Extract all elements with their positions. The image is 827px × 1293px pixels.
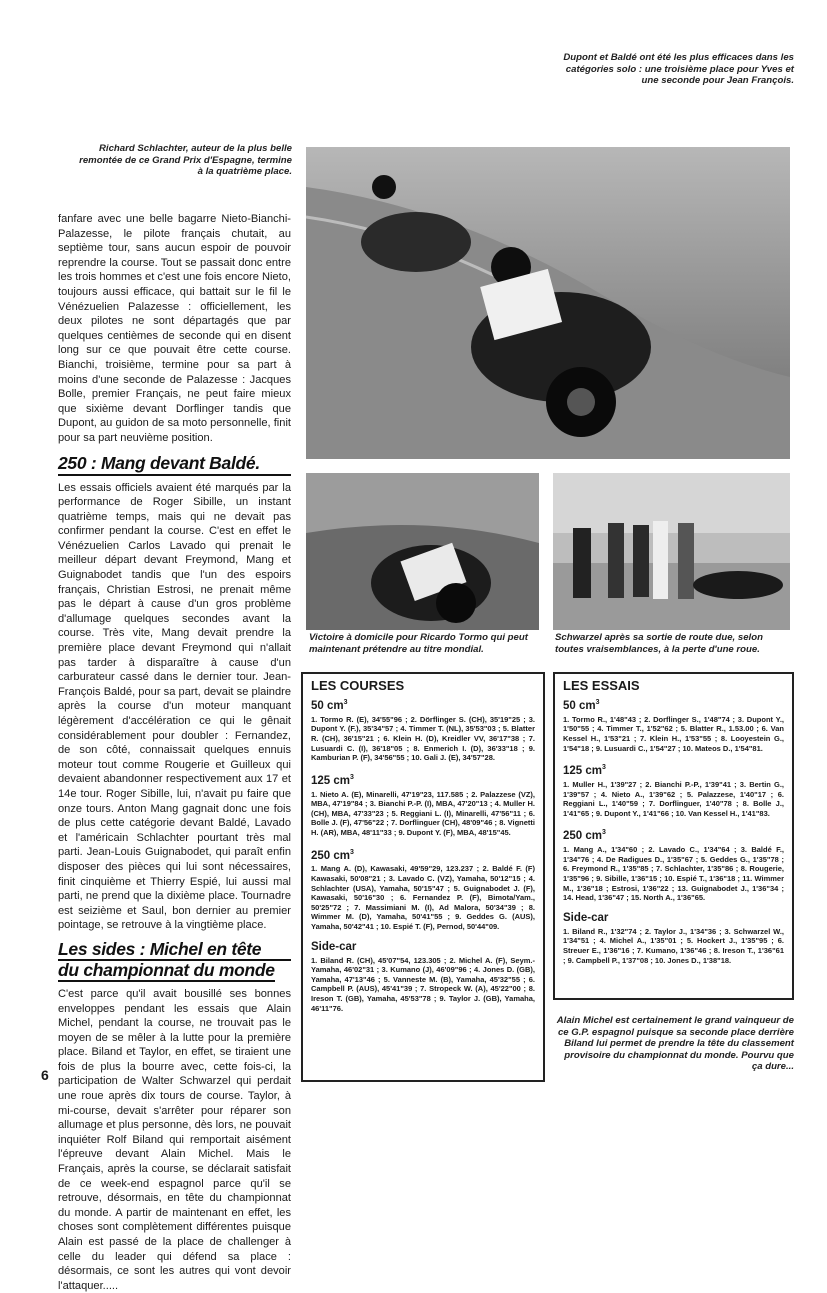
caption-top-right: Dupont et Baldé ont été les plus efficaces dans les catégories solo : une troisième place pour Yves et une seconde pour Jean François.: [563, 52, 794, 86]
class-name: Side-car: [311, 940, 357, 953]
courses-results-250: 1. Mang A. (D), Kawasaki, 49'59"29, 123.237 ; 2. Baldé F. (F) Kawasaki, 50'08"21 ; 3. Lavado C. (VZ), Yamaha, 50'12"15 ; 4. Schlachter (USA), Yamaha, 50'15"47 ; 5. Guignabodet J. (F), Kawasaki, 50'16"30 ; 6. Fernandez P. (F), Bimota/Yam., 50'25"72 ; 7. Massimiani M. (I), Ad Malora, 50'34"39 ; 8. Wimmer M. (D), Yamaha, 50'41"55 ; 9. Geddes G. (AUS), Yamaha, 50'42"41 ; 10. Espié T. (F), Pernod, 50'44"09.: [311, 864, 535, 931]
courses-class-side-car: [311, 940, 535, 954]
class-sup: 3: [602, 829, 606, 837]
photo-schwarzel-scene: [553, 473, 790, 630]
essais-class-250: [563, 826, 784, 843]
courses-results-side-car: 1. Biland R. (CH), 45'07"54, 123.305 ; 2. Michel A. (F), Seym.-Yamaha, 46'02"31 ; 3. Kumano (J), 46'09"96 ; 4. Jones D. (GB), Yamaha, 47'13"46 ; 5. Vanneste M. (B), Yamaha, 45'32"55 ; 6. Campbell P. (AUS), 45'41"39 ; 7. Stropeck W. (A), 45'22"00 ; 8. Ireson T. (GB), Yamaha, 45'53"78 ; 9. Taylor J. (GB), Yamaha, 46'11"76.: [311, 955, 535, 1013]
photo-schwarzel: [553, 473, 790, 630]
essais-results-50: 1. Tormo R., 1'48"43 ; 2. Dorflinger S., 1'48"74 ; 3. Dupont Y., 1'50"55 ; 4. Timmer T., 1'52"62 ; 5. Blatter R., 1.53.00 ; 6. Van Kessel H., 1'53"21 ; 7. Klein H., 1'53"55 ; 8. Looyestein G., 1'54"18 ; 9. Lusuardi C., 1'54"27 ; 10. Mateos D., 1'54"81.: [563, 714, 784, 753]
class-name: 250 cm: [311, 849, 351, 862]
section-heading-sides: [58, 940, 291, 982]
class-name: Side-car: [563, 911, 609, 924]
courses-class-50: [311, 696, 535, 713]
article-paragraph-3: C'est parce qu'il avait bousillé ses bonnes enveloppes pendant les essais que Alain Michel, pendant la course, ne trouvait pas le moyen de se mêler à la lutte pour la première place. Biland et Taylor, en effet, se tiraient une fois de plus la bourre avec, cette fois-ci, la participation de Walter Schwarzel qui perdait une roue après dix tours de course. Taylor, à mi-course, devait s'arrêter pour réparer son allumage et plus personne, dès lors, ne pouvait inquiéter Rolf Biland qui remportait aisément l'épreuve devant Alain Michel. Mais le Français, après la course, se déclarait satisfait de ce week-end espagnol parce qu'il se retrouve, désormais, en tête du championnat du monde. A partir de maintenant en effet, les choses sont complètement différentes puisque Alain est passé de la place de challenger à celle du leader qui défend sa place : désormais, ce sont les autres qui vont devoir l'attaquer.....: [58, 987, 291, 1292]
courses-class-125: [311, 771, 535, 788]
article-paragraph-2: Les essais officiels avaient été marqués par la performance de Roger Sibille, un instant quatrième temps, mais qui ne devait pas confirmer pendant la course. C'est en effet le Vénézuelien Carlos Lavado qui prenait le meilleur départ devant Freymond, Mang et Guignabodet tandis que l'un des espoirs français, Christian Estrosi, ne prenait même pas le départ à cause d'un gros problème d'allumage quelques secondes avant la course. Très vite, Mang devait prendre la première place devant Freymond qui n'allait pas tarder à disparaître à cause d'un carburateur cassé dans le dernier tour. Jean-François Baldé, pour sa part, devait se plaindre après la course d'un moteur manquant légèrement d'accélération ce qui le gênait considérablement pour doubler : Fernandez, de son côté, connaissait quelques ennuis moteur tout comme Rougerie et Guilleux qui devaient abandonner respectivement aux 17 et 14e tour. Roger Sibille, lui, n'avait pu faire que onze tours. Anton Mang gagnait donc une fois de plus cette catégorie devant Baldé, Lavado et l'américain Schlachter pourtant très mal parti. Jean-Louis Guignabodet, qui paraît enfin disposer des pièces qui lui sont nécessaires, finit cinquième et Thierry Espié, lui aussi mal parti, ne prend que la dixième place. Tournadre est seizième et Saul, bon dernier au premier pointage, se retrouve à la vingtième place.: [58, 481, 291, 932]
page-number: 6: [41, 1067, 49, 1083]
class-sup: 3: [350, 773, 354, 781]
caption-michel: Alain Michel est certainement le grand vainqueur de ce G.P. espagnol puisque sa seconde place derrière Biland lui permet de prendre la tête du classement provisoire du championnat du monde. Pourvu que ça dure...: [556, 1015, 794, 1072]
essais-results-250: 1. Mang A., 1'34"60 ; 2. Lavado C., 1'34"64 ; 3. Baldé F., 1'34"76 ; 4. De Radigues D., 1'35"67 ; 5. Geddes G., 1'35"78 ; 6. Freymond R., 1'35"85 ; 7. Schlachter, 1'35"86 ; 8. Rougerie, 1'35"96 ; 9. Sibille, 1'36"15 ; 10. Espié T., 1'36"18 ; 11. Wimmer M., 1'36"18 ; Estrosi, 1'36"22 ; 13. Guignabodet J., 1'36"34 ; 14. Head, 1'36"47 ; 15. North A., 1'36"65.: [563, 845, 784, 903]
results-box-essais: [553, 672, 794, 1000]
essais-class-50: [563, 696, 784, 713]
photo-tormo: [306, 473, 539, 630]
main-photo-schlachter: [306, 147, 790, 459]
class-name: 125 cm: [563, 765, 603, 778]
box-title-essais: LES ESSAIS: [563, 678, 640, 693]
results-box-courses: [301, 672, 545, 1082]
class-sup: 3: [350, 848, 354, 856]
class-name: 50 cm: [311, 699, 344, 712]
section-heading-sides-line2: du championnat du monde: [58, 959, 275, 980]
class-sup: 3: [343, 699, 348, 706]
class-name: 250 cm: [563, 830, 603, 843]
essais-results-side-car: 1. Biland R., 1'32"74 ; 2. Taylor J., 1'34"36 ; 3. Schwarzel W., 1'34"51 ; 4. Michel A., 1'35"01 ; 5. Hockert J., 1'35"95 ; 6. Streuer E., 1'36"16 ; 7. Kumano, 1'36"46 ; 8. Ireson T., 1'36"61 ; 9. Campbell P., 1'37"08 ; 10. Jones D., 1'38"18.: [563, 926, 784, 965]
caption-schwarzel: Schwarzel après sa sortie de route due, selon toutes vraisemblances, à la perte d'une roue.: [555, 632, 763, 655]
courses-results-50: 1. Tormo R. (E), 34'55"96 ; 2. Dörflinger S. (CH), 35'19"25 ; 3. Dupont Y. (F.), 35'34"57 ; 4. Timmer T. (NL), 35'53"03 ; 5. Blatter R. (CH), 36'15"21 ; 6. Klein H. (D), Kreidler VV, 36'17"38 ; 7. Lusuardi C. (I), 36'18"05 ; 8. Enmerich I. (D), 36'33"18 ; 9. Kamburian P. (F), 34'56"55 ; 10. Gali J. (E), 34'57"28.: [311, 714, 535, 763]
essais-results-125: 1. Muller H., 1'39"27 ; 2. Bianchi P.-P., 1'39"41 ; 3. Bertin G., 1'39"57 ; 4. Nieto A., 1'39"62 ; 5. Palazzese, 1'40"17 ; 6. Reggiani L., 1'40"59 ; 7. Dorflinguer, 1'40"78 ; 8. Bolle J., 1'41"65 ; 9. Dupont Y., 1'41"66 ; 10. Van Kessel H., 1'41"83.: [563, 780, 784, 818]
essais-class-125: [563, 761, 784, 778]
photo-race-scene: [306, 147, 790, 459]
class-name: 50 cm: [563, 699, 596, 712]
section-heading-250: 250 : Mang devant Baldé.: [58, 454, 291, 476]
courses-results-125: 1. Nieto A. (E), Minarelli, 47'19"23, 117.585 ; 2. Palazzese (VZ), MBA, 47'19"84 ; 3. Bianchi P.-P. (I), MBA, 47'20"13 ; 4. Muller H. (CH), MBA, 47'33"23 ; 5. Reggiani L. (I), Minarelli, 47'56"11 ; 6. Bolle J. (F), 47'56"22 ; 7. Dorflinguer (CH), 48'09"46 ; 8. Vignetti H. (AR), MBA, 48'11"33 ; 9. Dupont Y. (F), MBA, 48'15"45.: [311, 789, 535, 837]
photo-tormo-scene: [306, 473, 539, 630]
caption-main-photo: Richard Schlachter, auteur de la plus belle remontée de ce Grand Prix d'Espagne, termine à la quatrième place.: [79, 143, 292, 177]
class-name: 125 cm: [311, 774, 351, 787]
caption-tormo: Victoire à domicile pour Ricardo Tormo qui peut maintenant prétendre au titre mondial.: [309, 632, 528, 655]
class-sup: 3: [595, 699, 600, 706]
courses-class-250: [311, 846, 535, 863]
box-title-courses: LES COURSES: [311, 678, 405, 693]
class-sup: 3: [602, 764, 606, 772]
essais-class-side-car: [563, 911, 784, 925]
article-column: [58, 212, 291, 1293]
section-heading-sides-line1: Les sides : Michel en tête: [58, 940, 291, 961]
article-paragraph-1: fanfare avec une belle bagarre Nieto-Bianchi-Palazesse, le pilote français chutait, au septième tour, sans aucun espoir de pouvoir reprendre la course. Tout se passait donc entre les trois hommes et c'est une fois encore Nieto, toujours aussi efficace, qui battait sur le fil le Vénézuelien Palazesse : officiellement, les deux pilotes ne sont départagés que par quelques centièmes de seconde qui en disent long sur ce que pouvait être cette course. Bianchi, troisième, termine pour sa part à moins d'une seconde de Palazesse : Jacques Bolle, premier Français, ne peut faire mieux que sixième devant Dorflinger tandis que Dupont, au guidon de sa moto personnelle, finit pour sa part neuvième position.: [58, 213, 291, 444]
